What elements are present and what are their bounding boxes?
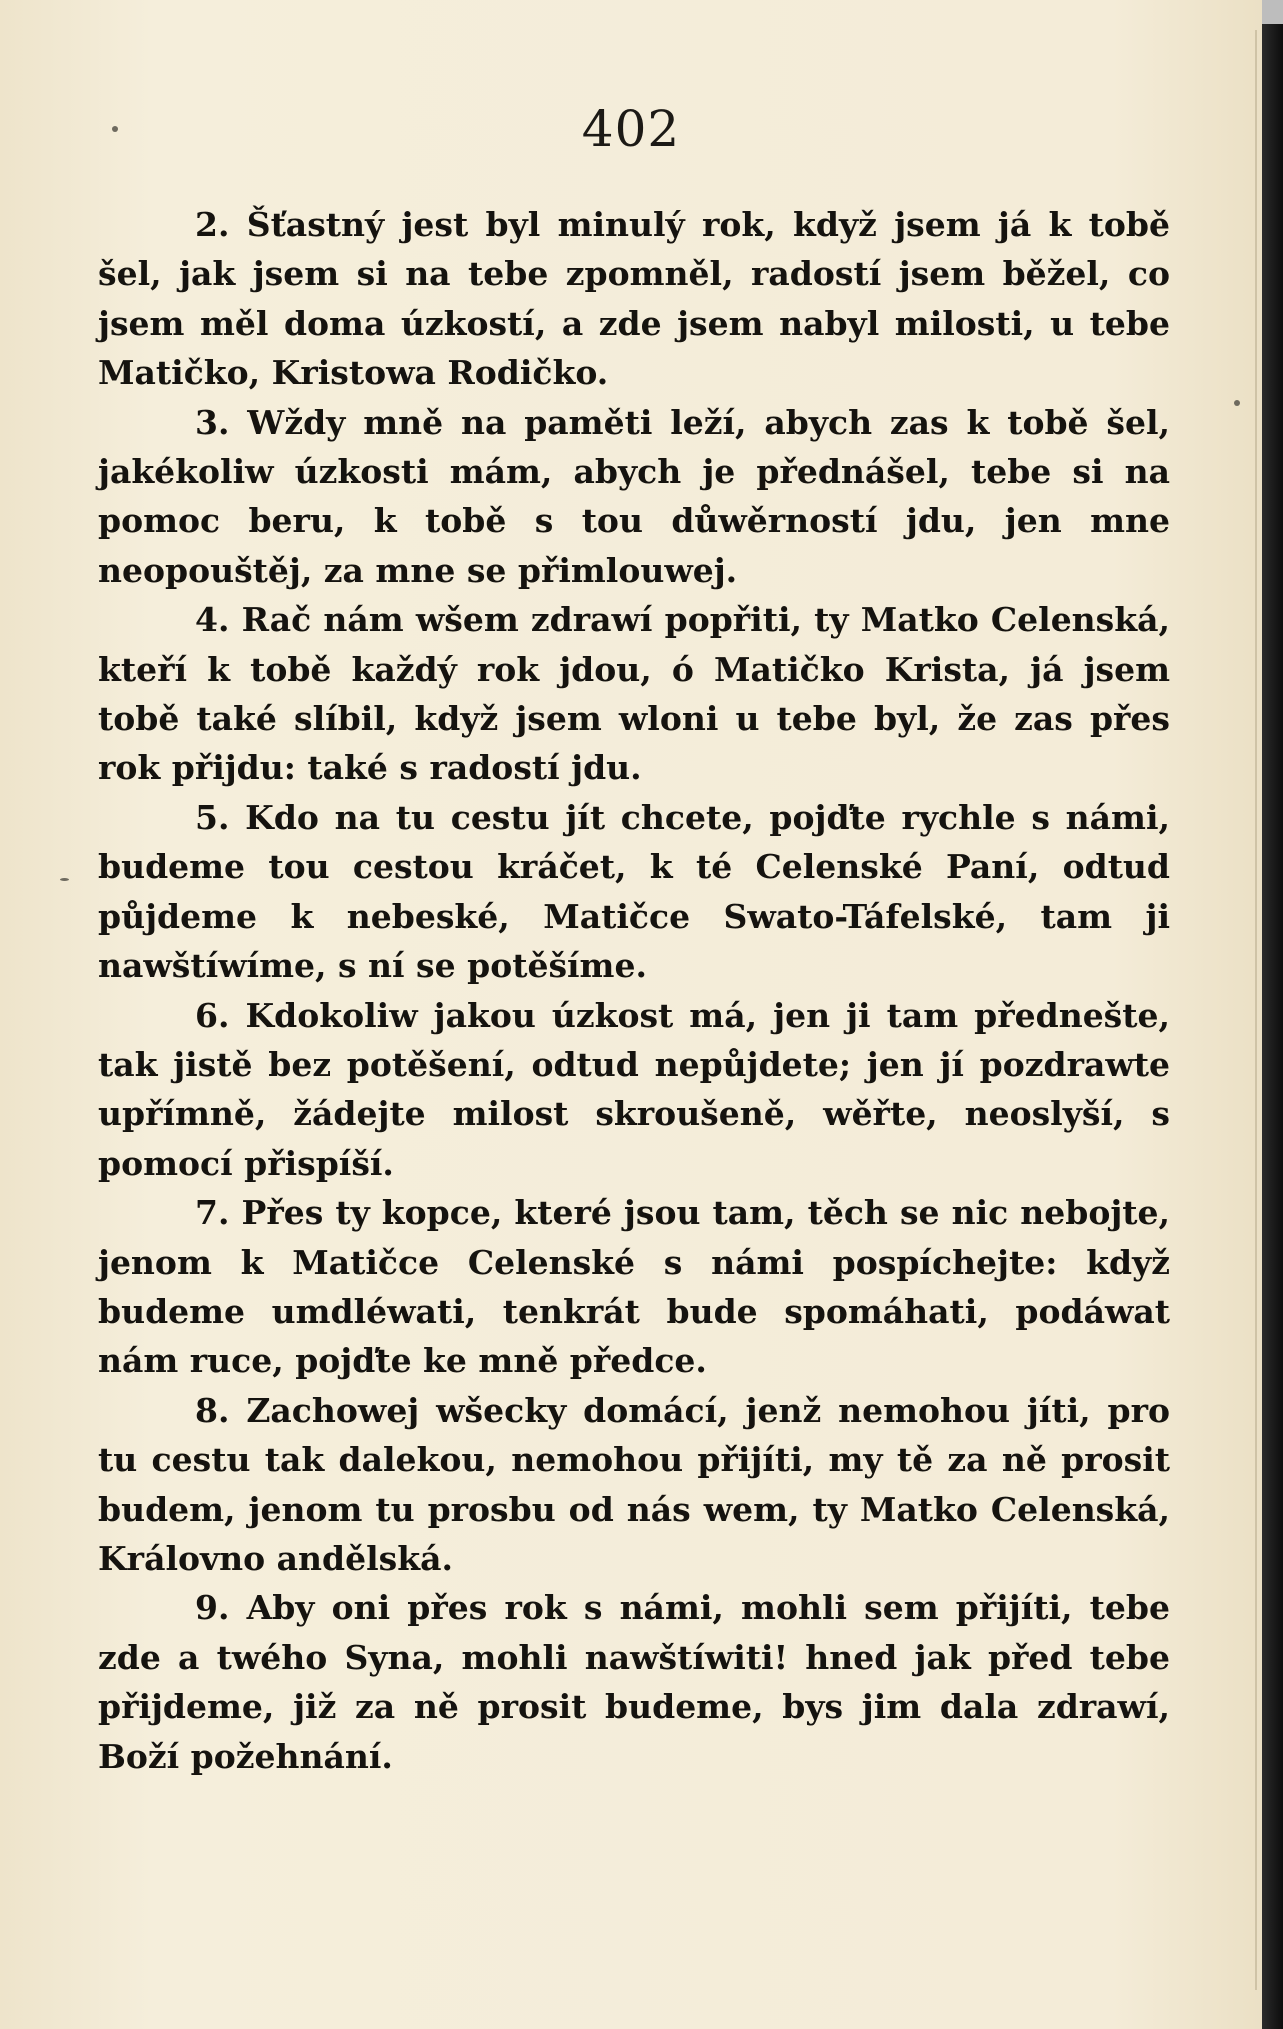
song-verses: [98, 200, 1170, 1781]
verse-3: 3. Wždy mně na paměti leží, abych zas k tobě šel, jakékoliw úzkosti mám, abych je přednášel, tebe si na pomoc beru, k tobě s tou důwěrností jdu, jen mne neopouštěj, za mne se přimlouwej.: [98, 402, 1170, 590]
verse-8: 8. Zachowej wšecky domácí, jenž nemohou jíti, pro tu cestu tak dalekou, nemohou přijíti, my tě za ně prosit budem, jenom tu prosbu od nás wem, ty Matko Celenská, Královno andělská.: [98, 1390, 1170, 1578]
page-edge-shadow: [1262, 0, 1283, 2029]
page-fold-line: [1255, 30, 1257, 1990]
verse-9: 9. Aby oni přes rok s námi, mohli sem přijíti, tebe zde a twého Syna, mohli nawštíwiti! hned jak před tebe přijdeme, již za ně prosit budeme, bys jim dala zdrawí, Boží požehnání.: [98, 1588, 1170, 1776]
verse-4: 4. Rač nám wšem zdrawí popřiti, ty Matko Celenská, kteří k tobě každý rok jdou, ó Matičko Krista, já jsem tobě také slíbil, když jsem wloni u tebe byl, že zas přes rok přijdu: také s radostí jdu.: [98, 600, 1170, 788]
page-number: 402: [581, 100, 681, 158]
verse-7: 7. Přes ty kopce, které jsou tam, těch se nic nebojte, jenom k Matičce Celenské s námi pospíchejte: když budeme umdléwati, tenkrát bude spomáhati, podáwat nám ruce, pojďte ke mně předce.: [98, 1193, 1170, 1381]
verse-6: 6. Kdokoliw jakou úzkost má, jen ji tam přednešte, tak jistě bez potěšení, odtud nepůjdete; jen jí pozdrawte upřímně, žádejte milost skroušeně, wěřte, neoslyší, s pomocí přispíší.: [98, 995, 1170, 1183]
speck-mark: [1234, 400, 1240, 406]
verse-2: 2. Šťastný jest byl minulý rok, když jsem já k tobě šel, jak jsem si na tebe zpomněl, radostí jsem běžel, co jsem měl doma úzkostí, a zde jsem nabyl milosti, u tebe Matičko, Kristowa Rodičko.: [98, 205, 1170, 393]
verse-5: 5. Kdo na tu cestu jít chcete, pojďte rychle s námi, budeme tou cestou kráčet, k té Celenské Paní, odtud půjdeme k nebeské, Matičce Swato-Táfelské, tam ji nawštíwíme, s ní se potěšíme.: [98, 797, 1170, 986]
speck-mark: [60, 878, 69, 881]
